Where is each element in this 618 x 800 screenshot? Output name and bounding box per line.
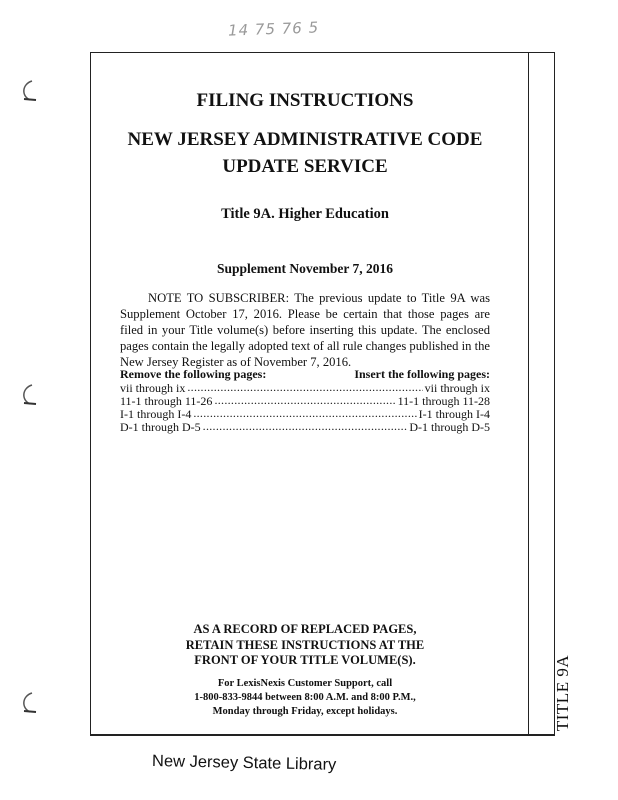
remove-pages: vii through ix (120, 382, 186, 395)
record-line: RETAIN THESE INSTRUCTIONS AT THE (185, 637, 425, 652)
page-title: FILING INSTRUCTIONS (196, 90, 414, 111)
record-line: AS A RECORD OF REPLACED PAGES, (193, 622, 417, 636)
table-row (120, 382, 490, 395)
support-line: 1-800-833-9844 between 8:00 A.M. and 8:00 P.M., (194, 692, 416, 703)
insert-header: Insert the following pages: (354, 367, 490, 381)
punch-hole-bottom-icon (18, 690, 40, 716)
table-header (120, 368, 490, 381)
table-row (120, 421, 490, 434)
table-row (120, 408, 490, 421)
page-replacement-table (120, 368, 490, 434)
insert-pages: vii through ix (424, 382, 490, 395)
record-line: FRONT OF YOUR TITLE VOLUME(S). (194, 653, 416, 667)
spine-tab (548, 653, 578, 733)
note-lead: NOTE TO SUBSCRIBER: (148, 291, 290, 305)
leader-dots (187, 382, 422, 394)
remove-header: Remove the following pages: (120, 367, 267, 381)
leader-dots (203, 421, 408, 433)
table-row (120, 395, 490, 408)
supplement-date: Supplement November 7, 2016 (216, 261, 393, 276)
title-name: Title 9A. Higher Education (221, 206, 389, 222)
remove-pages: 11-1 through 11-26 (120, 395, 213, 408)
support-line: For LexisNexis Customer Support, call (217, 678, 393, 689)
punch-hole-top-icon (18, 78, 40, 104)
library-stamp: New Jersey State Library (151, 752, 337, 774)
handwritten-note: 14 75 76 5 (227, 18, 320, 40)
code-title-line1: NEW JERSEY ADMINISTRATIVE CODE (127, 129, 483, 150)
subscriber-note (120, 290, 490, 370)
insert-pages: I-1 through I-4 (418, 408, 490, 421)
remove-pages: D-1 through D-5 (120, 421, 201, 434)
remove-pages: I-1 through I-4 (120, 408, 192, 421)
code-title-line2: UPDATE SERVICE (222, 156, 388, 177)
insert-pages: D-1 through D-5 (409, 421, 490, 434)
insert-pages: 11-1 through 11-28 (397, 395, 490, 408)
record-notice (120, 622, 490, 669)
leader-dots (214, 395, 395, 407)
customer-support (120, 677, 490, 719)
spine-label: TITLE 9A (553, 654, 572, 732)
support-line: Monday through Friday, except holidays. (212, 706, 398, 717)
spine-divider (528, 53, 529, 734)
leader-dots (193, 408, 416, 420)
code-title (120, 126, 490, 180)
note-body: The previous update to Title 9A was Supplement October 17, 2016. Please be certain that those pages are filed in your Title volume(s) before inserting this update. The enclosed pages contain the legally adopted text of all rule changes published in the New Jersey Register as of November 7, 2016. (120, 291, 490, 369)
punch-hole-middle-icon (18, 382, 40, 408)
